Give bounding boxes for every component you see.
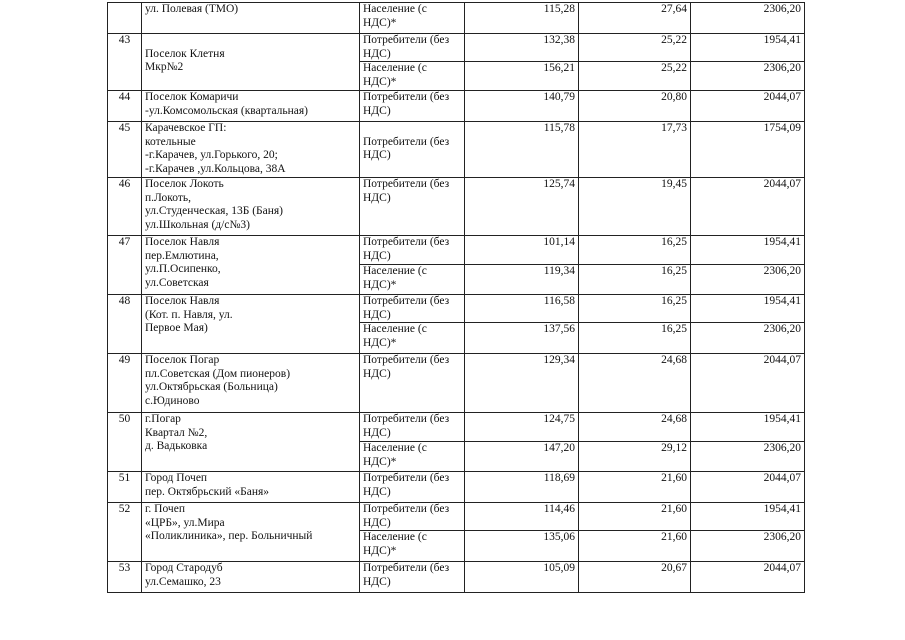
- tariff-value-cell: 124,75: [465, 413, 579, 442]
- table-row: [108, 34, 805, 62]
- table-row: [108, 178, 805, 236]
- consumer-category-cell: Население (с НДС)*: [360, 442, 465, 472]
- location-cell: Поселок Навля (Кот. п. Навля, ул. Первое Мая): [142, 295, 360, 354]
- consumer-category-cell: Потребители (без НДС): [360, 562, 465, 593]
- consumer-category-cell: Население (с НДС)*: [360, 531, 465, 562]
- table-row: [108, 354, 805, 413]
- tariff-value-cell: 2306,20: [691, 323, 805, 354]
- location-cell: ул. Полевая (ТМО): [142, 3, 360, 34]
- tariff-value-cell: 19,45: [579, 178, 691, 236]
- row-number-cell: 49: [108, 354, 142, 413]
- row-number-cell: 50: [108, 413, 142, 472]
- tariff-value-cell: 2044,07: [691, 472, 805, 503]
- tariff-value-cell: 16,25: [579, 236, 691, 265]
- tariff-value-cell: 116,58: [465, 295, 579, 323]
- tariff-value-cell: 20,67: [579, 562, 691, 593]
- table-row: [108, 562, 805, 593]
- tariff-value-cell: 2044,07: [691, 562, 805, 593]
- location-cell: Поселок Навля пер.Емлютина, ул.П.Осипенко, ул.Советская: [142, 236, 360, 295]
- table-row: [108, 413, 805, 442]
- tariff-value-cell: 1754,09: [691, 122, 805, 178]
- row-number-cell: 44: [108, 91, 142, 122]
- table-row: [108, 91, 805, 122]
- table-row: [108, 236, 805, 265]
- row-number-cell: 52: [108, 503, 142, 562]
- row-number-cell: 46: [108, 178, 142, 236]
- tariff-value-cell: 1954,41: [691, 236, 805, 265]
- tariff-value-cell: 16,25: [579, 323, 691, 354]
- tariff-value-cell: 2044,07: [691, 91, 805, 122]
- tariff-value-cell: 105,09: [465, 562, 579, 593]
- tariff-value-cell: 2306,20: [691, 442, 805, 472]
- location-cell: Поселок Локоть п.Локоть, ул.Студенческая, 13Б (Баня) ул.Школьная (д/с№3): [142, 178, 360, 236]
- tariff-value-cell: 16,25: [579, 295, 691, 323]
- tariff-value-cell: 27,64: [579, 3, 691, 34]
- tariff-value-cell: 137,56: [465, 323, 579, 354]
- tariff-value-cell: 20,80: [579, 91, 691, 122]
- tariff-value-cell: 115,78: [465, 122, 579, 178]
- tariff-value-cell: 1954,41: [691, 295, 805, 323]
- tariff-value-cell: 24,68: [579, 413, 691, 442]
- row-number-cell: [108, 3, 142, 34]
- consumer-category-cell: Потребители (без НДС): [360, 178, 465, 236]
- tariff-value-cell: 147,20: [465, 442, 579, 472]
- consumer-category-cell: Потребители (без НДС): [360, 91, 465, 122]
- location-cell: г. Почеп «ЦРБ», ул.Мира «Поликлиника», пер. Больничный: [142, 503, 360, 562]
- consumer-category-cell: Потребители (без НДС): [360, 503, 465, 531]
- consumer-category-cell: Потребители (без НДС): [360, 236, 465, 265]
- consumer-category-cell: Потребители (без НДС): [360, 354, 465, 413]
- tariff-value-cell: 129,34: [465, 354, 579, 413]
- table-row: [108, 295, 805, 323]
- consumer-category-cell: Население (с НДС)*: [360, 62, 465, 91]
- tariff-value-cell: 115,28: [465, 3, 579, 34]
- tariff-value-cell: 2306,20: [691, 265, 805, 295]
- tariff-value-cell: 1954,41: [691, 503, 805, 531]
- consumer-category-cell: Население (с НДС)*: [360, 3, 465, 34]
- location-cell: Поселок Клетня Мкр№2: [142, 34, 360, 91]
- tariff-value-cell: 140,79: [465, 91, 579, 122]
- tariff-value-cell: 2044,07: [691, 354, 805, 413]
- location-cell: Поселок Комаричи -ул.Комсомольская (квартальная): [142, 91, 360, 122]
- row-number-cell: 47: [108, 236, 142, 295]
- table-row: [108, 3, 805, 34]
- tariff-value-cell: 118,69: [465, 472, 579, 503]
- location-cell: Карачевское ГП: котельные -г.Карачев, ул.Горького, 20; -г.Карачев ,ул.Кольцова, 38А: [142, 122, 360, 178]
- tariff-value-cell: 114,46: [465, 503, 579, 531]
- consumer-category-cell: Потребители (без НДС): [360, 472, 465, 503]
- consumer-category-cell: Потребители (без НДС): [360, 34, 465, 62]
- tariff-value-cell: 156,21: [465, 62, 579, 91]
- tariff-value-cell: 2306,20: [691, 3, 805, 34]
- tariff-value-cell: 21,60: [579, 531, 691, 562]
- row-number-cell: 45: [108, 122, 142, 178]
- table-row: [108, 122, 805, 178]
- tariff-table: [107, 2, 805, 593]
- tariff-value-cell: 21,60: [579, 472, 691, 503]
- row-number-cell: 43: [108, 34, 142, 91]
- tariff-value-cell: 29,12: [579, 442, 691, 472]
- consumer-category-cell: Потребители (без НДС): [360, 413, 465, 442]
- consumer-category-cell: Население (с НДС)*: [360, 265, 465, 295]
- tariff-value-cell: 101,14: [465, 236, 579, 265]
- tariff-value-cell: 1954,41: [691, 34, 805, 62]
- tariff-value-cell: 1954,41: [691, 413, 805, 442]
- row-number-cell: 53: [108, 562, 142, 593]
- location-cell: Город Почеп пер. Октябрьский «Баня»: [142, 472, 360, 503]
- tariff-value-cell: 2306,20: [691, 531, 805, 562]
- consumer-category-cell: Потребители (без НДС): [360, 295, 465, 323]
- tariff-value-cell: 119,34: [465, 265, 579, 295]
- row-number-cell: 48: [108, 295, 142, 354]
- tariff-value-cell: 2306,20: [691, 62, 805, 91]
- tariff-value-cell: 125,74: [465, 178, 579, 236]
- tariff-value-cell: 25,22: [579, 34, 691, 62]
- tariff-value-cell: 24,68: [579, 354, 691, 413]
- location-cell: Поселок Погар пл.Советская (Дом пионеров) ул.Октябрьская (Больница) с.Юдиново: [142, 354, 360, 413]
- tariff-value-cell: 2044,07: [691, 178, 805, 236]
- tariff-value-cell: 135,06: [465, 531, 579, 562]
- row-number-cell: 51: [108, 472, 142, 503]
- location-cell: Город Стародуб ул.Семашко, 23: [142, 562, 360, 593]
- table-row: [108, 472, 805, 503]
- tariff-value-cell: 21,60: [579, 503, 691, 531]
- location-cell: г.Погар Квартал №2, д. Вадьковка: [142, 413, 360, 472]
- tariff-value-cell: 16,25: [579, 265, 691, 295]
- tariff-table-body: [108, 3, 805, 593]
- tariff-value-cell: 132,38: [465, 34, 579, 62]
- tariff-value-cell: 17,73: [579, 122, 691, 178]
- table-row: [108, 503, 805, 531]
- consumer-category-cell: Население (с НДС)*: [360, 323, 465, 354]
- tariff-value-cell: 25,22: [579, 62, 691, 91]
- consumer-category-cell: Потребители (без НДС): [360, 122, 465, 178]
